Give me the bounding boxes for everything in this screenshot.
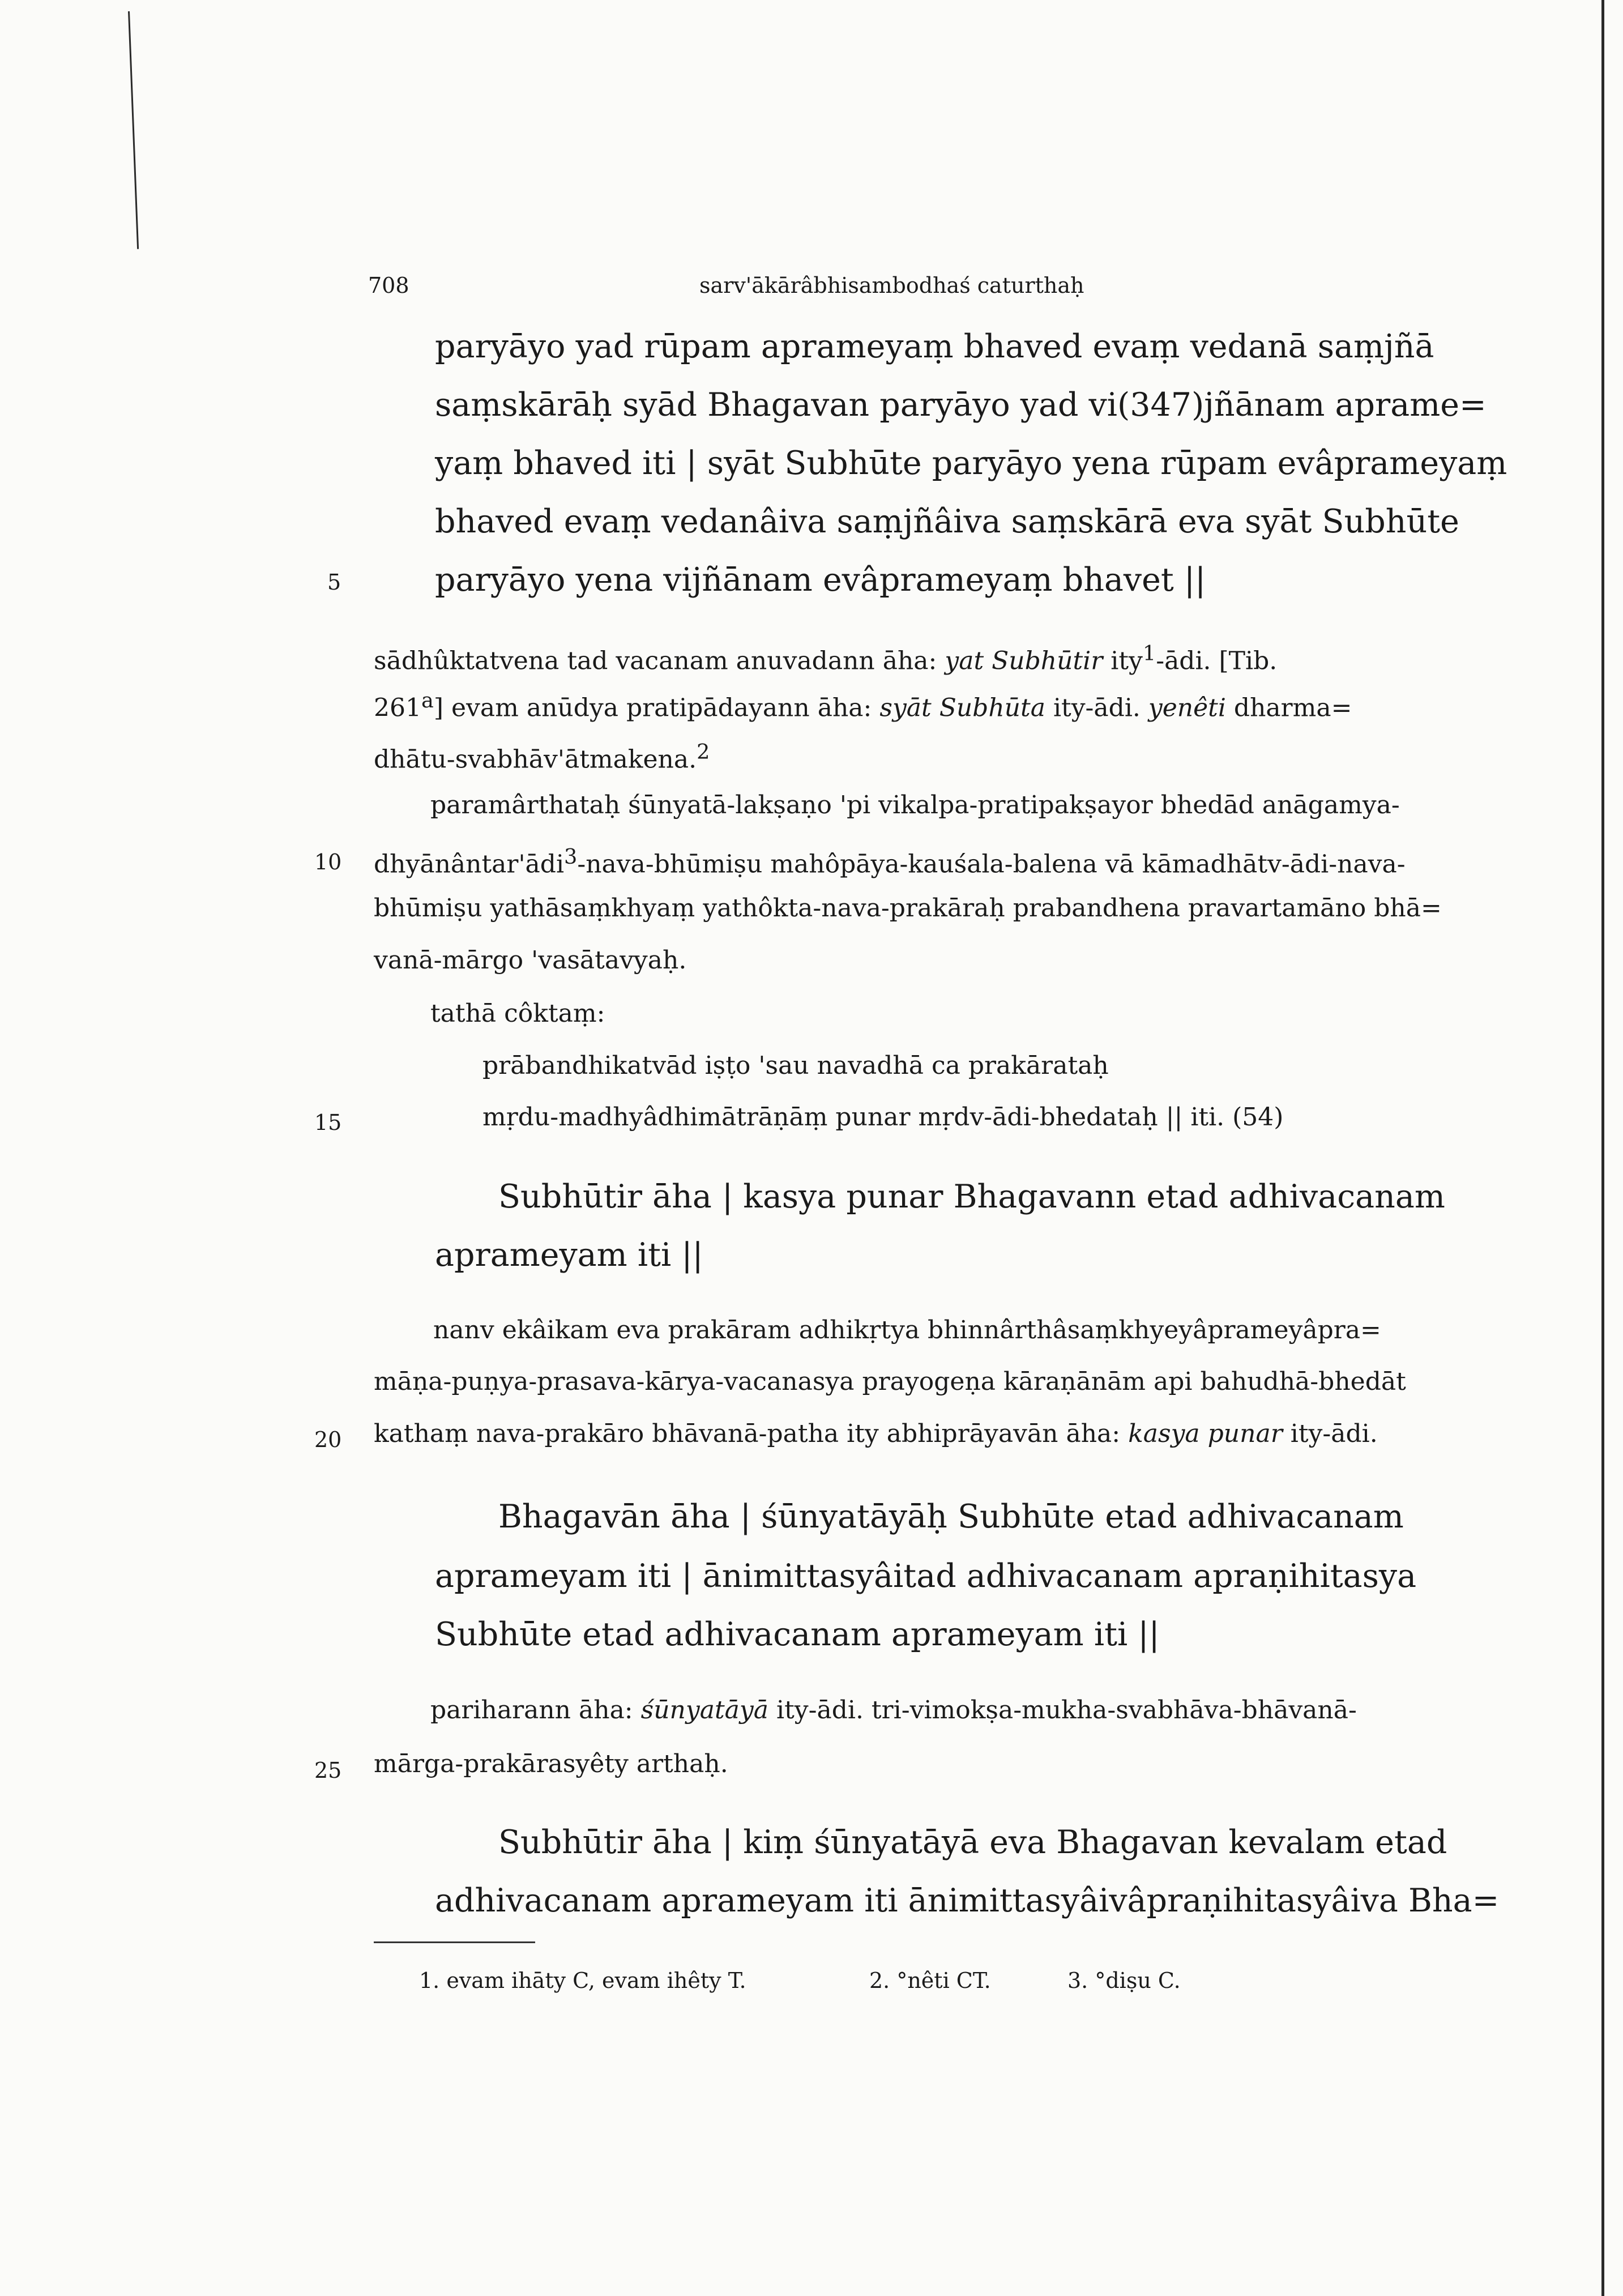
main-text-line: adhivacanam aprameyam iti ānimittasyâivâpraṇihitasyâiva Bha= [435,1882,1500,1919]
commentary-line: paramârthataḥ śūnyatā-lakṣaṇo 'pi vikalpa-pratipakṣayor bhedād anāgamya- [430,791,1400,820]
main-text-line: Subhūte etad adhivacanam aprameyam iti || [435,1616,1160,1653]
footnote: 3. °diṣu C. [1067,1968,1181,1993]
footnote: 2. °nêti CT. [869,1968,991,1993]
main-text-line: bhaved evaṃ vedanâiva saṃjñâiva saṃskārā eva syāt Subhūte [435,503,1459,540]
commentary-line: māṇa-puṇya-prasava-kārya-vacanasya prayogeṇa kāraṇānām api bahudhā-bhedāt [374,1367,1406,1396]
commentary-line: dhātu-svabhāv'ātmakena.$^2$ [374,740,710,774]
commentary-line: nanv ekâikam eva prakāram adhikṛtya bhinnârthâsaṃkhyeyâprameyâpra= [433,1316,1381,1345]
line-number: 25 [314,1758,342,1783]
main-text-line: Subhūtir āha | kiṃ śūnyatāyā eva Bhagavan kevalam etad [498,1824,1447,1861]
commentary-line: vanā-mārgo 'vasātavyaḥ. [374,946,687,975]
verse-line: prābandhikatvād iṣṭo 'sau navadhā ca prakārataḥ [482,1051,1109,1080]
commentary-line: bhūmiṣu yathāsaṃkhyaṃ yathôkta-nava-prakāraḥ prabandhena pravartamāno bhā= [374,894,1442,923]
main-text-line: aprameyam iti || [435,1236,703,1274]
main-text-line: yaṃ bhaved iti | syāt Subhūte paryāyo yena rūpam evâprameyaṃ [435,445,1507,482]
scan-edge-line-right [1601,0,1604,2296]
commentary-line: sādhûktatvena tad vacanam anuvadann āha: yat Subhūtir ity$^1$-ādi. [Tib. [374,641,1278,676]
line-number: 15 [314,1110,342,1135]
verse-line: mṛdu-madhyâdhimātrāṇāṃ punar mṛdv-ādi-bhedataḥ || iti. (54) [482,1103,1284,1132]
commentary-line: kathaṃ nava-prakāro bhāvanā-patha ity abhiprāyavān āha: kasya punar ity-ādi. [374,1419,1378,1448]
main-text-line: paryāyo yena vijñānam evâprameyaṃ bhavet || [435,561,1206,599]
main-text-line: Subhūtir āha | kasya punar Bhagavann etad adhivacanam [498,1178,1445,1215]
main-text-line: Bhagavān āha | śūnyatāyāḥ Subhūte etad adhivacanam [498,1498,1404,1535]
main-text-line: aprameyam iti | ānimittasyâitad adhivacanam apraṇihitasya [435,1557,1417,1595]
running-title: sarv'ākārâbhisambodhaś caturthaḥ [699,273,1084,298]
main-text-line: saṃskārāḥ syād Bhagavan paryāyo yad vi(347)jñānam aprame= [435,386,1487,424]
footnote-rule [374,1941,535,1943]
quote-intro: tathā côktaṃ: [430,999,605,1028]
page-number: 708 [368,273,409,298]
main-text-line: paryāyo yad rūpam aprameyaṃ bhaved evaṃ vedanā saṃjñā [435,328,1434,365]
commentary-line: dhyānântar'ādi$^3$-nava-bhūmiṣu mahôpāya-kauśala-balena vā kāmadhātv-ādi-nava- [374,844,1406,879]
scan-edge-line-left [128,11,139,249]
commentary-line: pariharann āha: śūnyatāyā ity-ādi. tri-vimokṣa-mukha-svabhāva-bhāvanā- [430,1696,1357,1725]
footnote: 1. evam ihāty C, evam ihêty T. [419,1968,746,1993]
line-number: 10 [314,850,342,874]
line-number: 5 [327,570,341,595]
line-number: 20 [314,1427,342,1452]
commentary-line: mārga-prakārasyêty arthaḥ. [374,1749,728,1778]
commentary-line: 261$^a$] evam anūdya pratipādayann āha: syāt Subhūta ity-ādi. yenêti dharma= [374,688,1352,723]
